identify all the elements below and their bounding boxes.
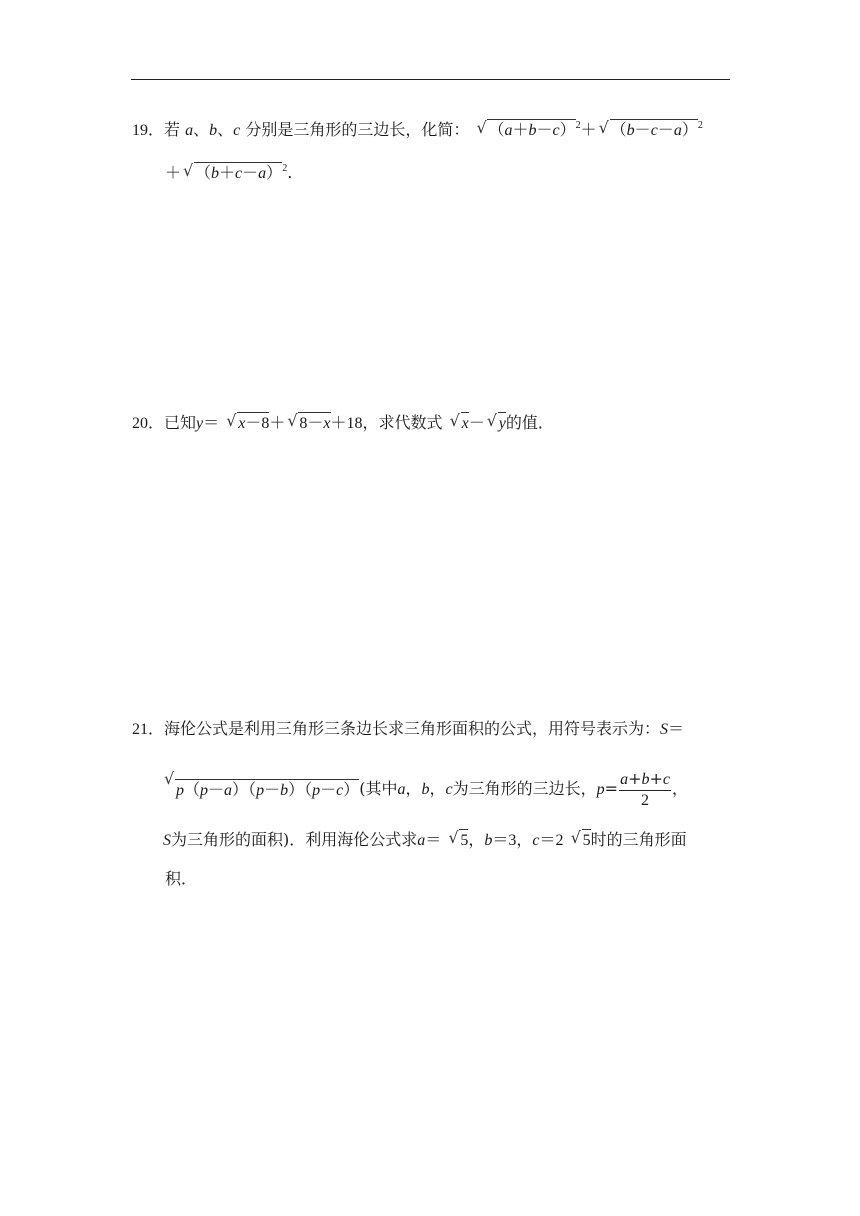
sqrt-heron: √ p（p－a）（p－b）（p－c） bbox=[164, 768, 359, 812]
problem-21-line-4: 积． bbox=[165, 869, 198, 888]
sqrt-expr-2: √ （b－c－a） bbox=[599, 117, 698, 142]
problem-20-line-1: 20．已知y＝ √ x－8＋√ 8－x＋18，求代数式 √ x－√ y的值． bbox=[132, 410, 554, 434]
sqrt-expr-1: √ （a＋b－c） bbox=[476, 117, 575, 142]
problem-21-line-3: S为三角形的面积)．利用海伦公式求a＝ √ 5，b＝3，c＝2 √ 5时的三角形面 bbox=[163, 827, 687, 851]
problem-21-number: 21． bbox=[132, 721, 165, 738]
sqrt-y: √ y bbox=[487, 410, 506, 435]
problem-19-line-1: 19．若 a、b、c 分别是三角形的三边长，化简： √ $(a+b-c)^2+√$ $(b-c-a)^2$ bbox=[132, 117, 703, 141]
problem-19-number: 19． bbox=[132, 122, 165, 139]
header-rule bbox=[131, 79, 730, 80]
problem-19-line-2: ＋√ $(b+c-a)^2$. bbox=[165, 160, 292, 184]
sqrt-x: √ x bbox=[450, 410, 469, 435]
sqrt-x-minus-8: √ x－8 bbox=[226, 410, 269, 435]
sqrt-5-a: √ 5 bbox=[448, 827, 468, 852]
problem-20-number: 20． bbox=[132, 415, 165, 432]
sqrt-8-minus-x: √ 8－x bbox=[287, 410, 330, 435]
fraction-semi-perimeter: $\frac{a+b+c}{2}$ bbox=[620, 768, 670, 809]
problem-21-line-2: √ p（p－a）（p－b）（p－c）(其中a，b，c为三角形的三边长，p= $\frac{a+b+c}{2}$ ， bbox=[162, 767, 688, 811]
sqrt-5-c: √ 5 bbox=[571, 827, 591, 852]
sqrt-expr-3: √ （b＋c－a） bbox=[183, 160, 282, 185]
problem-21-line-1: 21．海伦公式是利用三角形三条边长求三角形面积的公式，用符号表示为：S＝ bbox=[132, 719, 685, 738]
